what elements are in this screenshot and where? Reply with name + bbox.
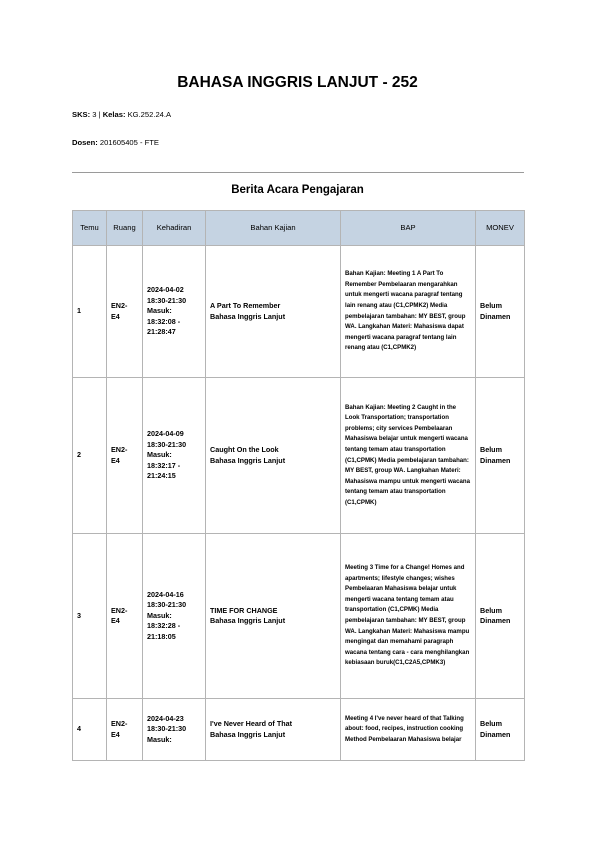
cell-temu: 3 — [73, 534, 107, 699]
cell-kehadiran: 2024-04-23 18:30-21:30 Masuk: — [143, 699, 206, 761]
cell-bahan-kajian: Caught On the Look Bahasa Inggris Lanjut — [206, 378, 341, 534]
cell-bahan-kajian: I've Never Heard of That Bahasa Inggris Lanjut — [206, 699, 341, 761]
kelas-value: KG.252.24.A — [125, 110, 172, 119]
cell-monev: Belum Dinamen — [476, 246, 525, 378]
header-bap: BAP — [341, 211, 476, 246]
kelas-label: Kelas: — [102, 110, 126, 119]
table-row — [73, 378, 525, 534]
header-temu: Temu — [73, 211, 107, 246]
cell-kehadiran: 2024-04-02 18:30-21:30 Masuk: 18:32:08 - 21:28:47 — [143, 246, 206, 378]
cell-monev: Belum Dinamen — [476, 378, 525, 534]
header-monev: MONEV — [476, 211, 525, 246]
horizontal-divider — [72, 172, 524, 173]
cell-kehadiran: 2024-04-16 18:30-21:30 Masuk: 18:32:28 - 21:18:05 — [143, 534, 206, 699]
dosen-value: 201605405 - FTE — [97, 138, 159, 147]
cell-bahan-kajian: A Part To Remember Bahasa Inggris Lanjut — [206, 246, 341, 378]
header-ruang: Ruang — [107, 211, 143, 246]
cell-temu: 1 — [73, 246, 107, 378]
table-header-row — [73, 211, 525, 246]
cell-kehadiran: 2024-04-09 18:30-21:30 Masuk: 18:32:17 - 21:24:15 — [143, 378, 206, 534]
page-title: BAHASA INGGRIS LANJUT - 252 — [177, 74, 418, 91]
cell-bap: Bahan Kajian: Meeting 2 Caught in the Look Transportation; transportation problems; city services Pembelaaran Mahasiswa belajar untuk mengerti wacana tentang temam atau transportation (C1,CPMK) Media pembelajaran tambahan: MY BEST, group WA. Langkahan Materi: Mahasiswa mampu untuk mengerti wacana tentang temam atau transportation (C1,CPMK) — [341, 378, 476, 534]
cell-bap: Meeting 3 Time for a Change! Homes and apartments; lifestyle changes; wishes Pembelaaran Mahasiswa belajar untuk mengerti wacana tentang temam atau transportation (C1,CPMK) Media pembelajaran tambahan: MY BEST, group WA. Langkahan Materi: Mahasiswa mampu mengingat dan memahami paragraph wacana tentang cara - cara menghilangkan kebiasaan buruk(C1,C2A5,CPMK3) — [341, 534, 476, 699]
cell-monev: Belum Dinamen — [476, 699, 525, 761]
cell-bap: Meeting 4 I've never heard of that Talking about: food, recipes, instruction cooking Method Pembelaaran Mahasiswa belajar — [341, 699, 476, 761]
dosen-label: Dosen: — [72, 138, 98, 147]
section-title: Berita Acara Pengajaran — [231, 184, 364, 196]
cell-bap: Bahan Kajian: Meeting 1 A Part To Remember Pembelaaran mengarahkan untuk mengerti wacana paragraf tentang lain renang atau (C1,CPMK2) Media pembelajaran tambahan: MY BEST, group WA. Langkahan Materi: Mahasiswa dapat mengerti wacana paragraf tentang lain renang atau (C1,CPMK2) — [341, 246, 476, 378]
table-row — [73, 699, 525, 761]
cell-temu: 4 — [73, 699, 107, 761]
cell-monev: Belum Dinamen — [476, 534, 525, 699]
header-bahan-kajian: Bahan Kajian — [206, 211, 341, 246]
cell-temu: 2 — [73, 378, 107, 534]
lecturer-info-line — [72, 138, 159, 147]
table-row — [73, 534, 525, 699]
sks-label: SKS: — [72, 110, 91, 119]
cell-ruang: EN2- E4 — [107, 378, 143, 534]
cell-ruang: EN2- E4 — [107, 246, 143, 378]
cell-ruang: EN2- E4 — [107, 534, 143, 699]
table-row — [73, 246, 525, 378]
sks-value: 3 | — [90, 110, 103, 119]
header-kehadiran: Kehadiran — [143, 211, 206, 246]
teaching-log-table — [72, 210, 525, 761]
course-info-line — [72, 110, 171, 119]
cell-ruang: EN2- E4 — [107, 699, 143, 761]
cell-bahan-kajian: TIME FOR CHANGE Bahasa Inggris Lanjut — [206, 534, 341, 699]
